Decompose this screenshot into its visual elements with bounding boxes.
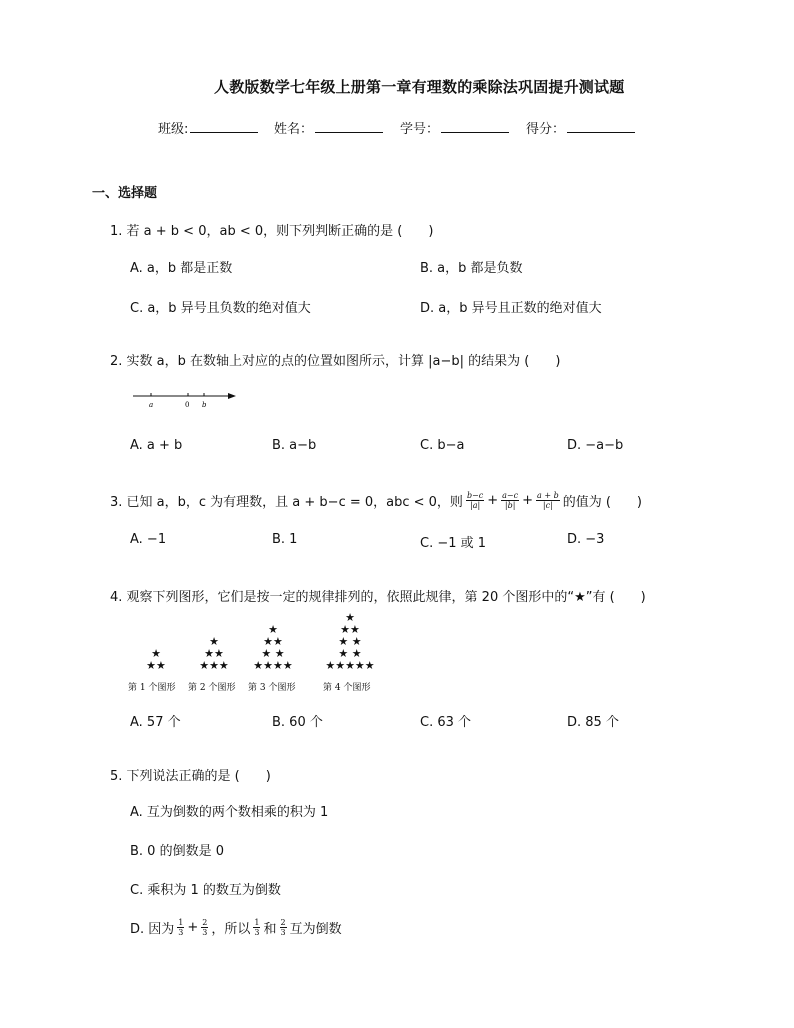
name-label: 姓名：	[274, 122, 314, 137]
fraction-numerator: 2	[280, 918, 286, 927]
score-blank[interactable]	[567, 120, 635, 133]
question-2-option-c[interactable]: C. b−a	[420, 438, 465, 453]
question-2-stem: 2. 实数 a，b 在数轴上对应的点的位置如图所示，计算 |a−b| 的结果为 ( )	[110, 354, 561, 369]
figure-caption-1: 第 1 个图形	[128, 683, 176, 693]
number-line-figure	[130, 385, 240, 411]
star-row: ★★	[146, 659, 166, 672]
fraction-numerator: 2	[202, 918, 208, 927]
question-5-option-c[interactable]: C. 乘积为 1 的数互为倒数	[130, 883, 281, 898]
star-row: ★★	[204, 647, 224, 660]
class-blank[interactable]	[190, 120, 258, 133]
question-2-option-a[interactable]: A. a + b	[130, 438, 183, 453]
page-title: 人教版数学七年级上册第一章有理数的乘除法巩固提升测试题	[214, 78, 625, 96]
fraction-numerator: 1	[178, 918, 184, 927]
option-d-text-3: 和	[263, 922, 277, 937]
question-4-option-b[interactable]: B. 60 个	[272, 715, 323, 730]
star-row: ★	[151, 647, 161, 660]
option-d-plus: +	[187, 920, 199, 935]
fraction-denominator: 3	[280, 928, 286, 937]
plus-sign-2: +	[522, 493, 534, 508]
question-1-option-d[interactable]: D. a，b 异号且正数的绝对值大	[420, 301, 602, 316]
question-1-stem: 1. 若 a + b < 0，ab < 0，则下列判断正确的是 ( )	[110, 224, 434, 239]
axis-label-b: b	[202, 401, 207, 409]
fraction-denominator: 3	[202, 928, 208, 937]
question-5-option-d[interactable]	[130, 918, 342, 937]
section-heading: 一、选择题	[92, 186, 158, 201]
star-figure-4	[318, 612, 382, 672]
figure-caption-3: 第 3 个图形	[248, 683, 296, 693]
fraction-1-numerator: b−c	[466, 491, 484, 500]
star-row: ★★	[340, 623, 360, 636]
figure-caption-4: 第 4 个图形	[323, 683, 371, 693]
fraction-2-denominator: |b|	[504, 501, 516, 510]
question-2-option-d[interactable]: D. −a−b	[567, 438, 624, 453]
star-row: ★★	[263, 635, 283, 648]
fraction-3-numerator: a + b	[537, 491, 559, 500]
question-1-option-b[interactable]: B. a，b 都是负数	[420, 261, 523, 276]
plus-sign-1: +	[487, 493, 499, 508]
question-3-option-d[interactable]: D. −3	[567, 532, 605, 547]
star-row: ★ ★	[261, 647, 285, 660]
star-row: ★★★★	[253, 659, 293, 672]
star-figure-2	[186, 636, 242, 672]
question-3-stem-prefix: 3. 已知 a，b，c 为有理数，且 a + b−c = 0，abc < 0，则	[110, 495, 463, 510]
question-1-option-a[interactable]: A. a，b 都是正数	[130, 261, 233, 276]
option-d-text-4: 互为倒数	[289, 922, 342, 937]
star-row: ★★★★★	[325, 659, 375, 672]
name-field	[274, 118, 383, 137]
fraction-numerator: 1	[254, 918, 260, 927]
star-row: ★ ★	[338, 647, 362, 660]
question-2-option-b[interactable]: B. a−b	[272, 438, 317, 453]
id-label: 学号：	[400, 122, 440, 137]
option-d-fraction-1	[177, 918, 184, 937]
question-4-option-c[interactable]: C. 63 个	[420, 715, 472, 730]
axis-label-a: a	[149, 401, 154, 409]
question-3-stem	[110, 491, 642, 510]
star-row: ★	[345, 611, 355, 624]
fraction-denominator: 3	[254, 928, 260, 937]
figure-caption-2: 第 2 个图形	[188, 683, 236, 693]
option-d-text-1: D. 因为	[130, 922, 175, 937]
star-figure-1	[128, 648, 184, 672]
star-figure-3	[245, 624, 301, 672]
star-row: ★ ★	[338, 635, 362, 648]
question-3-stem-suffix: 的值为 ( )	[562, 495, 642, 510]
class-field	[158, 118, 258, 137]
question-5-option-a[interactable]: A. 互为倒数的两个数相乘的积为 1	[130, 805, 329, 820]
score-label: 得分：	[526, 122, 566, 137]
star-row: ★	[268, 623, 278, 636]
option-d-fraction-4	[280, 918, 287, 937]
question-4-stem: 4. 观察下列图形，它们是按一定的规律排列的，依照此规律，第 20 个图形中的“★”有 ( )	[110, 590, 646, 605]
name-blank[interactable]	[315, 120, 383, 133]
score-field	[526, 118, 635, 137]
question-4-option-a[interactable]: A. 57 个	[130, 715, 181, 730]
question-1-option-c[interactable]: C. a，b 异号且负数的绝对值大	[130, 301, 311, 316]
question-3-option-b[interactable]: B. 1	[272, 532, 298, 547]
fraction-3-denominator: |c|	[542, 501, 553, 510]
class-label: 班级:	[158, 122, 189, 137]
option-d-fraction-2	[201, 918, 208, 937]
question-5-stem: 5. 下列说法正确的是 ( )	[110, 769, 271, 784]
question-3-option-c[interactable]: C. −1 或 1	[420, 536, 487, 551]
question-5-option-b[interactable]: B. 0 的倒数是 0	[130, 844, 224, 859]
id-field	[400, 118, 509, 137]
option-d-text-2: ，所以	[211, 922, 251, 937]
fraction-3	[536, 491, 560, 510]
fraction-1	[466, 491, 484, 510]
fraction-2	[501, 491, 519, 510]
star-row: ★★★	[199, 659, 229, 672]
fraction-denominator: 3	[178, 928, 184, 937]
fraction-1-denominator: |a|	[470, 501, 481, 510]
axis-label-0: 0	[185, 401, 190, 409]
star-row: ★	[209, 635, 219, 648]
fraction-2-numerator: a−c	[502, 491, 519, 500]
number-line-arrow	[228, 393, 236, 399]
id-blank[interactable]	[441, 120, 509, 133]
question-3-option-a[interactable]: A. −1	[130, 532, 167, 547]
option-d-fraction-3	[253, 918, 260, 937]
question-4-option-d[interactable]: D. 85 个	[567, 715, 619, 730]
